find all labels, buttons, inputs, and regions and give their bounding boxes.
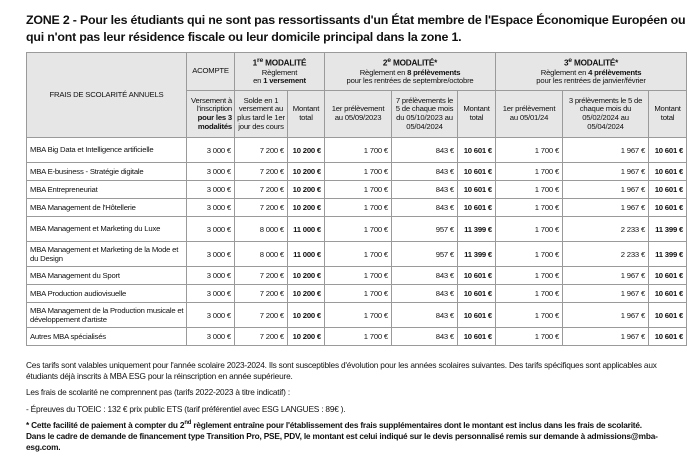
financing-note: Dans le cadre de demande de financement type Transition Pro, PSE, PDV, le montant est celui indiqué sur le devis personnalisé remis sur demande à admissions@mba-esg.com.	[26, 431, 658, 453]
acompte-cell: 3 000 €	[187, 163, 235, 181]
modalite-3-line2: pour les rentrées de janvier/février	[536, 76, 646, 86]
toeic-note: - Épreuves du TOEIC : 132 € prix public ETS (tarif préférentiel avec ESG LANGUES : 89€ ).	[26, 403, 346, 414]
total-3-cell: 10 601 €	[649, 285, 687, 303]
modalite-2-line2: pour les rentrées de septembre/octobre	[346, 76, 474, 86]
total-3-cell: 11 399 €	[649, 217, 687, 242]
table-row	[27, 138, 687, 163]
fee-table	[26, 52, 687, 346]
program-name: Autres MBA spécialisés	[27, 328, 187, 346]
acompte-cell: 3 000 €	[187, 285, 235, 303]
col-header-m3-first: 1er prélèvement au 05/01/24	[496, 91, 563, 138]
m3-first-cell: 1 700 €	[496, 181, 563, 199]
m3-first-cell: 1 700 €	[496, 242, 563, 267]
program-name: MBA E-business - Stratégie digitale	[27, 163, 187, 181]
col-header-frais: FRAIS DE SCOLARITÉ ANNUELS	[27, 53, 187, 138]
total-2-cell: 10 601 €	[458, 163, 496, 181]
col-header-m2-first: 1er prélèvement au 05/09/2023	[325, 91, 392, 138]
table-row	[27, 163, 687, 181]
m2-seven-cell: 843 €	[392, 267, 458, 285]
total-3-cell: 10 601 €	[649, 181, 687, 199]
program-name: MBA Production audiovisuelle	[27, 285, 187, 303]
table-row	[27, 181, 687, 199]
total-2-cell: 11 399 €	[458, 242, 496, 267]
m2-first-cell: 1 700 €	[325, 199, 392, 217]
m3-three-cell: 1 967 €	[563, 199, 649, 217]
total-1-cell: 10 200 €	[288, 138, 325, 163]
acompte-cell: 3 000 €	[187, 303, 235, 328]
col-header-m2-seven: 7 prélèvements le 5 de chaque mois du 05/10/2023 au 05/04/2024	[392, 91, 458, 138]
m2-first-cell: 1 700 €	[325, 181, 392, 199]
program-name: MBA Management et Marketing du Luxe	[27, 217, 187, 242]
m2-seven-cell: 843 €	[392, 328, 458, 346]
table-row	[27, 303, 687, 328]
modalite-1-title: 1re MODALITÉ	[252, 57, 307, 68]
total-1-cell: 10 200 €	[288, 303, 325, 328]
solde-cell: 7 200 €	[235, 285, 288, 303]
solde-cell: 8 000 €	[235, 242, 288, 267]
total-1-cell: 10 200 €	[288, 267, 325, 285]
acompte-cell: 3 000 €	[187, 242, 235, 267]
solde-cell: 7 200 €	[235, 267, 288, 285]
m3-three-cell: 1 967 €	[563, 267, 649, 285]
solde-cell: 8 000 €	[235, 217, 288, 242]
m3-first-cell: 1 700 €	[496, 285, 563, 303]
col-header-total-2: Montant total	[458, 91, 496, 138]
notes-section	[26, 360, 690, 453]
m2-seven-cell: 957 €	[392, 217, 458, 242]
m3-three-cell: 1 967 €	[563, 328, 649, 346]
m3-first-cell: 1 700 €	[496, 217, 563, 242]
total-1-cell: 11 000 €	[288, 242, 325, 267]
group-header-modalite-3	[496, 53, 687, 91]
m2-seven-cell: 843 €	[392, 163, 458, 181]
m3-three-cell: 1 967 €	[563, 303, 649, 328]
validity-note: Ces tarifs sont valables uniquement pour l'année scolaire 2023-2024. Ils sont susceptibles d'évolution pour les années scolaires suivantes. Des tarifs spécifiques sont applicables aux étudiants déjà inscrits à MBA ESG pour la réinscription en année supérieure.	[26, 360, 657, 382]
m3-first-cell: 1 700 €	[496, 163, 563, 181]
m3-first-cell: 1 700 €	[496, 138, 563, 163]
program-name: MBA Management de l'Hôtellerie	[27, 199, 187, 217]
total-2-cell: 10 601 €	[458, 138, 496, 163]
table-row	[27, 267, 687, 285]
modalite-3-title: 3e MODALITÉ*	[563, 57, 619, 68]
total-3-cell: 11 399 €	[649, 242, 687, 267]
acompte-cell: 3 000 €	[187, 181, 235, 199]
solde-cell: 7 200 €	[235, 328, 288, 346]
total-3-cell: 10 601 €	[649, 163, 687, 181]
m2-seven-cell: 957 €	[392, 242, 458, 267]
m2-first-cell: 1 700 €	[325, 303, 392, 328]
acompte-cell: 3 000 €	[187, 328, 235, 346]
total-3-cell: 10 601 €	[649, 303, 687, 328]
group-header-modalite-1	[235, 53, 325, 91]
col-header-m3-three: 3 prélèvements le 5 de chaque mois du 05/02/2024 au 05/04/2024	[563, 91, 649, 138]
total-3-cell: 10 601 €	[649, 328, 687, 346]
modalite-1-line2: en 1 versement	[253, 76, 306, 86]
m2-first-cell: 1 700 €	[325, 242, 392, 267]
total-2-cell: 10 601 €	[458, 181, 496, 199]
modalite-1-line1: Règlement	[261, 67, 298, 77]
col-header-solde: Solde en 1 versement au plus tard le 1er jour des cours	[235, 91, 288, 138]
col-header-acompte-detail: Versement à l'inscription pour les 3 modalités	[187, 91, 235, 138]
col-header-acompte: ACOMPTE	[187, 53, 235, 91]
m3-three-cell: 1 967 €	[563, 181, 649, 199]
table-row	[27, 328, 687, 346]
m2-first-cell: 1 700 €	[325, 267, 392, 285]
total-2-cell: 10 601 €	[458, 285, 496, 303]
total-3-cell: 10 601 €	[649, 199, 687, 217]
modalite-3-line1: Règlement en 4 prélèvements	[540, 67, 642, 77]
acompte-cell: 3 000 €	[187, 138, 235, 163]
program-name: MBA Management du Sport	[27, 267, 187, 285]
program-name: MBA Big Data et Intelligence artificielle	[27, 138, 187, 163]
m2-seven-cell: 843 €	[392, 138, 458, 163]
solde-cell: 7 200 €	[235, 138, 288, 163]
table-row	[27, 199, 687, 217]
solde-cell: 7 200 €	[235, 199, 288, 217]
m3-three-cell: 1 967 €	[563, 163, 649, 181]
total-1-cell: 10 200 €	[288, 181, 325, 199]
m2-seven-cell: 843 €	[392, 303, 458, 328]
solde-cell: 7 200 €	[235, 181, 288, 199]
total-3-cell: 10 601 €	[649, 138, 687, 163]
total-1-cell: 10 200 €	[288, 163, 325, 181]
m3-three-cell: 2 233 €	[563, 217, 649, 242]
m2-first-cell: 1 700 €	[325, 328, 392, 346]
m2-seven-cell: 843 €	[392, 285, 458, 303]
m3-first-cell: 1 700 €	[496, 303, 563, 328]
m2-seven-cell: 843 €	[392, 181, 458, 199]
m3-three-cell: 1 967 €	[563, 138, 649, 163]
m2-first-cell: 1 700 €	[325, 217, 392, 242]
program-name: MBA Management de la Production musicale et développement d'artiste	[27, 303, 187, 328]
total-3-cell: 10 601 €	[649, 267, 687, 285]
col-header-total-1: Montant total	[288, 91, 325, 138]
m3-first-cell: 1 700 €	[496, 199, 563, 217]
solde-cell: 7 200 €	[235, 303, 288, 328]
total-2-cell: 10 601 €	[458, 199, 496, 217]
acompte-cell: 3 000 €	[187, 217, 235, 242]
acompte-cell: 3 000 €	[187, 199, 235, 217]
total-1-cell: 11 000 €	[288, 217, 325, 242]
m2-seven-cell: 843 €	[392, 199, 458, 217]
payment-footnote: * Cette facilité de paiement à compter du 2nd règlement entraîne pour l'établissement des frais supplémentaires dont le montant est inclus dans les frais de scolarité.	[26, 419, 642, 430]
table-row	[27, 217, 687, 242]
total-2-cell: 10 601 €	[458, 267, 496, 285]
program-name: MBA Entrepreneuriat	[27, 181, 187, 199]
group-header-modalite-2	[325, 53, 496, 91]
table-row	[27, 242, 687, 267]
total-2-cell: 10 601 €	[458, 303, 496, 328]
col-header-total-3: Montant total	[649, 91, 687, 138]
m3-three-cell: 1 967 €	[563, 285, 649, 303]
modalite-2-title: 2e MODALITÉ*	[382, 57, 438, 68]
total-2-cell: 11 399 €	[458, 217, 496, 242]
modalite-2-line1: Règlement en 8 prélèvements	[359, 67, 461, 77]
m2-first-cell: 1 700 €	[325, 285, 392, 303]
table-row	[27, 285, 687, 303]
fee-table-wrapper	[26, 52, 686, 346]
m3-first-cell: 1 700 €	[496, 328, 563, 346]
program-name: MBA Management et Marketing de la Mode et du Design	[27, 242, 187, 267]
m3-three-cell: 2 233 €	[563, 242, 649, 267]
exclusions-note: Les frais de scolarité ne comprennent pas (tarifs 2022-2023 à titre indicatif) :	[26, 387, 290, 398]
total-1-cell: 10 200 €	[288, 285, 325, 303]
solde-cell: 7 200 €	[235, 163, 288, 181]
total-1-cell: 10 200 €	[288, 199, 325, 217]
m2-first-cell: 1 700 €	[325, 163, 392, 181]
m2-first-cell: 1 700 €	[325, 138, 392, 163]
acompte-cell: 3 000 €	[187, 267, 235, 285]
total-2-cell: 10 601 €	[458, 328, 496, 346]
zone-2-heading: ZONE 2 - Pour les étudiants qui ne sont pas ressortissants d'un État membre de l'Espace Économique Européen ou qui n'ont pas leur résidence fiscale ou leur domicile principal dans la zone 1.	[26, 13, 686, 44]
total-1-cell: 10 200 €	[288, 328, 325, 346]
m3-first-cell: 1 700 €	[496, 267, 563, 285]
